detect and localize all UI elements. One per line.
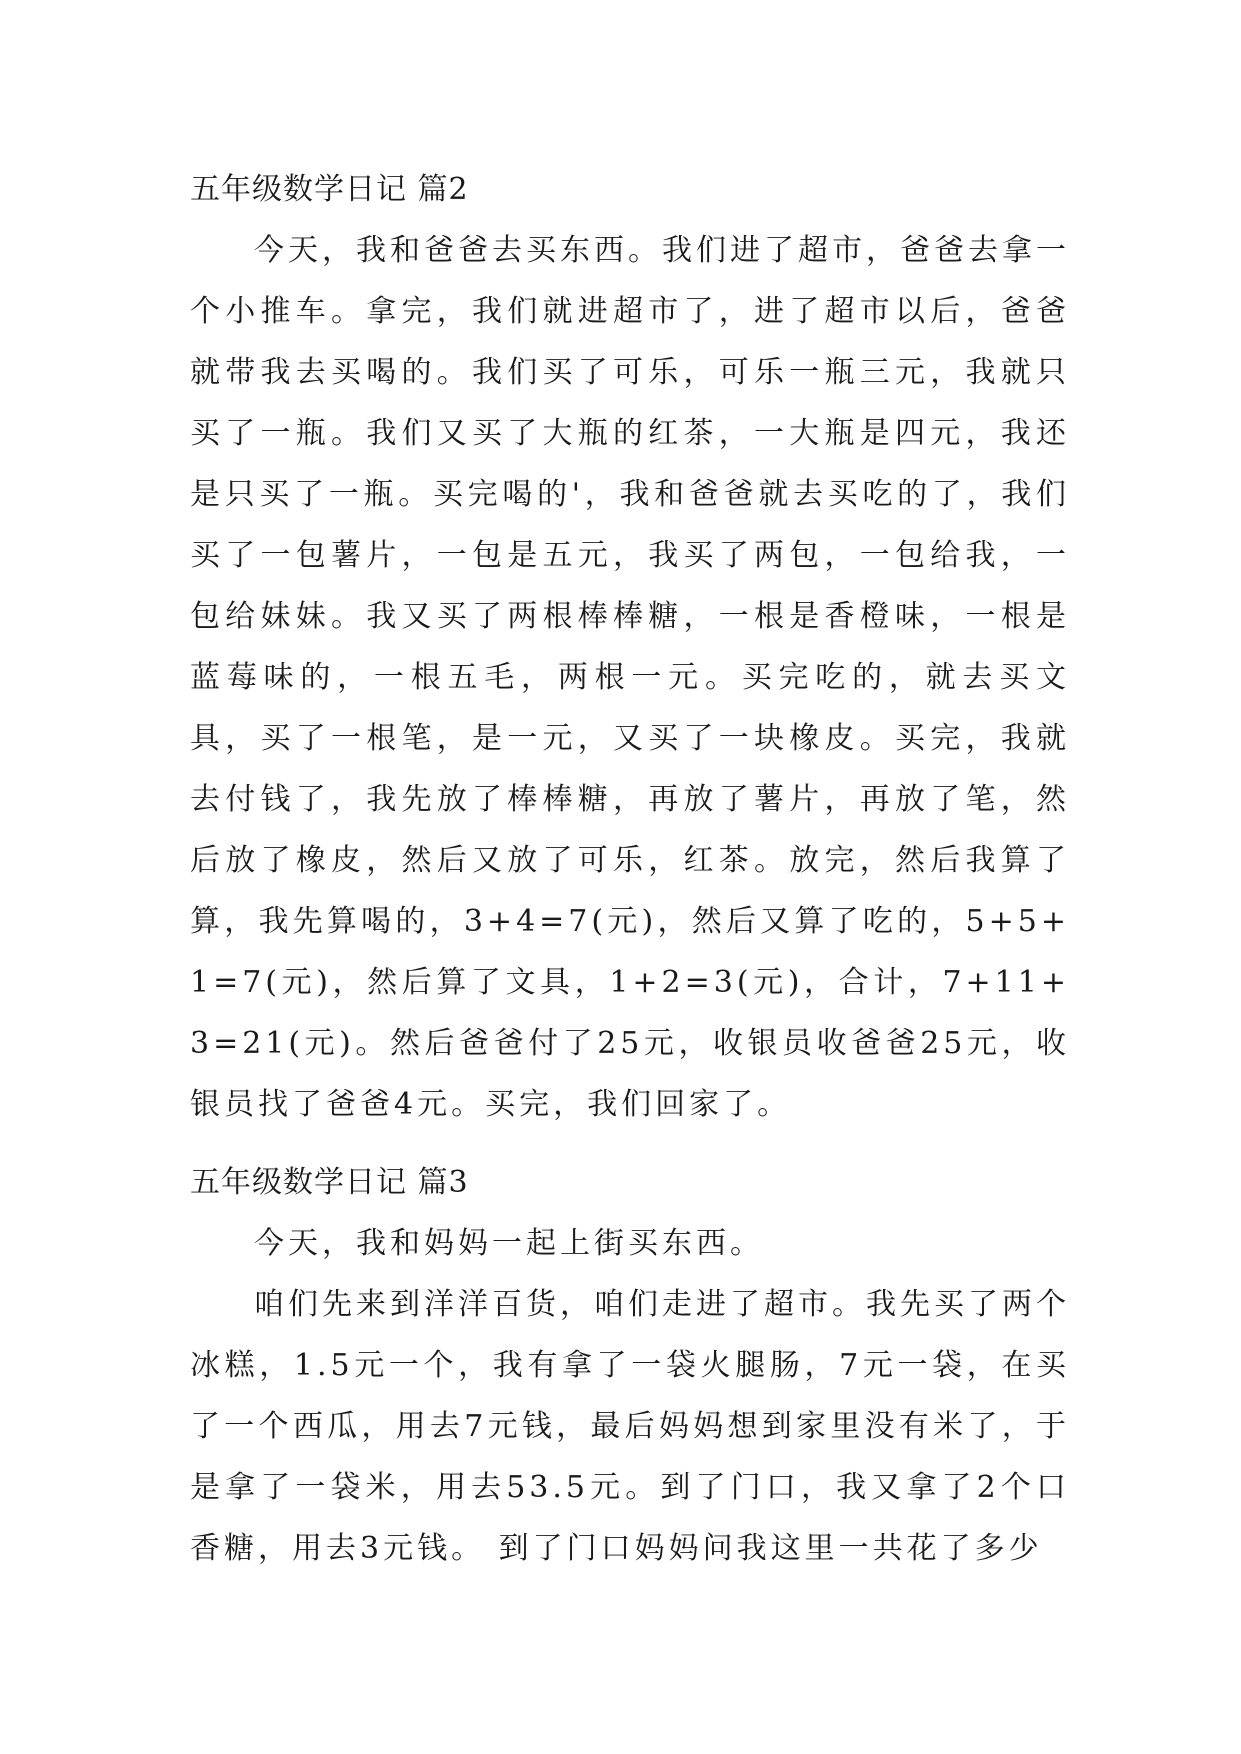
entry-paragraph: 今天，我和爸爸去买东西。我们进了超市，爸爸去拿一个小推车。拿完，我们就进超市了，进了超市以后，爸爸就带我去买喝的。我们买了可乐，可乐一瓶三元，我就只买了一瓶。我们又买了大瓶的红茶，一大瓶是四元，我还是只买了一瓶。买完喝的'，我和爸爸就去买吃的了，我们买了一包薯片，一包是五元，我买了两包，一包给我，一包给妹妹。我又买了两根棒棒糖，一根是香橙味，一根是蓝莓味的，一根五毛，两根一元。买完吃的，就去买文具，买了一根笔，是一元，又买了一块橡皮。买完，我就去付钱了，我先放了棒棒糖，再放了薯片，再放了笔，然后放了橡皮，然后又放了可乐，红茶。放完，然后我算了算，我先算喝的，3+4=7(元)，然后又算了吃的，5+5+1=7(元)，然后算了文具，1+2=3(元)，合计，7+11+3=21(元)。然后爸爸付了25元，收银员收爸爸25元，收银员找了爸爸4元。买完，我们回家了。	[190, 233, 1070, 1122]
diary-entry-3	[190, 1153, 1070, 1579]
entry-paragraph: 咱们先来到洋洋百货，咱们走进了超市。我先买了两个冰糕，1.5元一个，我有拿了一袋火腿肠，7元一袋，在买了一个西瓜，用去7元钱，最后妈妈想到家里没有米了，于是拿了一袋米，用去53.5元。到了门口，我又拿了2个口香糖，用去3元钱。 到了门口妈妈问我这里一共花了多少	[190, 1287, 1070, 1566]
diary-entry-2	[190, 160, 1070, 1135]
entry-title: 五年级数学日记 篇3	[190, 1165, 469, 1200]
entry-title: 五年级数学日记 篇2	[190, 172, 469, 207]
entry-paragraph: 今天，我和妈妈一起上街买东西。	[254, 1226, 764, 1261]
